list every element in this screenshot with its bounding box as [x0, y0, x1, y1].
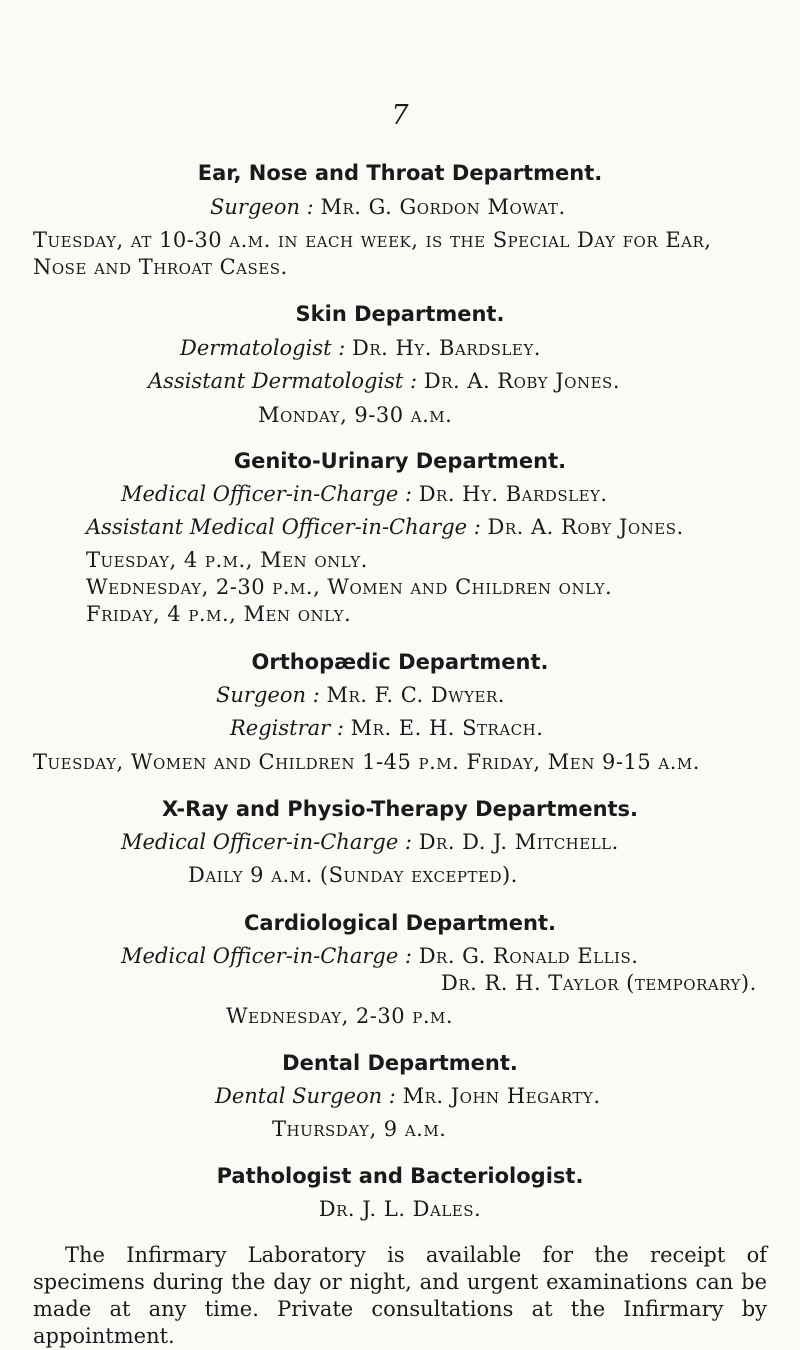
- genito-schedule-wednesday: Wednesday, 2-30 p.m., Women and Children only.: [86, 575, 613, 599]
- ortho-surgeon-name: Mr. F. C. Dwyer.: [326, 683, 505, 707]
- genito-schedule-friday: Friday, 4 p.m., Men only.: [86, 602, 352, 626]
- xray-officer-line: [121, 829, 619, 855]
- cardio-officer-name: Dr. G. Ronald Ellis.: [418, 944, 639, 968]
- genito-assistant-label: Assistant Medical Officer-in-Charge :: [86, 515, 481, 539]
- patho-name: Dr. J. L. Dales.: [318, 1197, 482, 1221]
- xray-schedule: Daily 9 a.m. (Sunday excepted).: [188, 863, 518, 887]
- closing-text: The Infirmary Laboratory is available for the receipt of specimens during the day or night, and urgent examinations can be made at any time. Private consultations at the Infirmary by appointment.: [33, 1243, 767, 1348]
- genito-officer-name: Dr. Hy. Bardsley.: [418, 482, 608, 506]
- xray-officer-name: Dr. D. J. Mitchell.: [418, 830, 619, 854]
- dental-heading: Dental Department.: [282, 1051, 518, 1075]
- xray-heading: X-Ray and Physio-Therapy Departments.: [161, 797, 639, 821]
- cardio-officer-label: Medical Officer-in-Charge :: [121, 944, 413, 968]
- genito-schedule-tuesday: Tuesday, 4 p.m., Men only.: [86, 548, 368, 572]
- skin-assistant-name: Dr. A. Roby Jones.: [423, 369, 620, 393]
- skin-assistant-label: Assistant Dermatologist :: [148, 369, 418, 393]
- ortho-surgeon-line: [216, 682, 505, 708]
- ortho-schedule: Tuesday, Women and Children 1-45 p.m. Friday, Men 9-15 a.m.: [33, 750, 700, 774]
- dental-surgeon-label: Dental Surgeon :: [215, 1084, 396, 1108]
- ortho-surgeon-label: Surgeon :: [216, 683, 320, 707]
- ent-heading: Ear, Nose and Throat Department.: [197, 161, 603, 185]
- dental-schedule: Thursday, 9 a.m.: [272, 1117, 447, 1141]
- ortho-registrar-name: Mr. E. H. Strach.: [350, 716, 544, 740]
- cardio-officer-line: [121, 943, 638, 969]
- ortho-heading: Orthopædic Department.: [251, 650, 549, 674]
- ent-surgeon-name: Mr. G. Gordon Mowat.: [320, 195, 566, 219]
- skin-assistant-line: [148, 368, 620, 394]
- ent-schedule-line1: Tuesday, at 10-30 a.m. in each week, is the Special Day for Ear,: [33, 228, 712, 252]
- ent-surgeon-line: [210, 194, 566, 220]
- genito-assistant-line: [86, 514, 684, 540]
- cardio-heading: Cardiological Department.: [244, 911, 556, 935]
- ortho-registrar-line: [230, 715, 543, 741]
- dental-surgeon-line: [215, 1083, 601, 1109]
- genito-officer-line: [121, 481, 608, 507]
- skin-schedule: Monday, 9-30 a.m.: [258, 403, 453, 427]
- genito-officer-label: Medical Officer-in-Charge :: [121, 482, 413, 506]
- patho-heading: Pathologist and Bacteriologist.: [216, 1164, 584, 1188]
- skin-dermatologist-name: Dr. Hy. Bardsley.: [352, 336, 541, 360]
- cardio-officer-name-2: Dr. R. H. Taylor (temporary).: [441, 971, 757, 995]
- ent-schedule-line2: Nose and Throat Cases.: [33, 255, 288, 279]
- genito-assistant-name: Dr. A. Roby Jones.: [487, 515, 684, 539]
- page-number: 7: [391, 100, 409, 131]
- dental-surgeon-name: Mr. John Hegarty.: [402, 1084, 601, 1108]
- ortho-registrar-label: Registrar :: [230, 716, 344, 740]
- skin-dermatologist-label: Dermatologist :: [180, 336, 346, 360]
- skin-heading: Skin Department.: [295, 302, 505, 326]
- closing-paragraph: [33, 1242, 767, 1350]
- cardio-schedule: Wednesday, 2-30 p.m.: [226, 1004, 454, 1028]
- xray-officer-label: Medical Officer-in-Charge :: [121, 830, 413, 854]
- genito-heading: Genito-Urinary Department.: [233, 449, 567, 473]
- ent-surgeon-label: Surgeon :: [210, 195, 314, 219]
- skin-dermatologist-line: [180, 335, 541, 361]
